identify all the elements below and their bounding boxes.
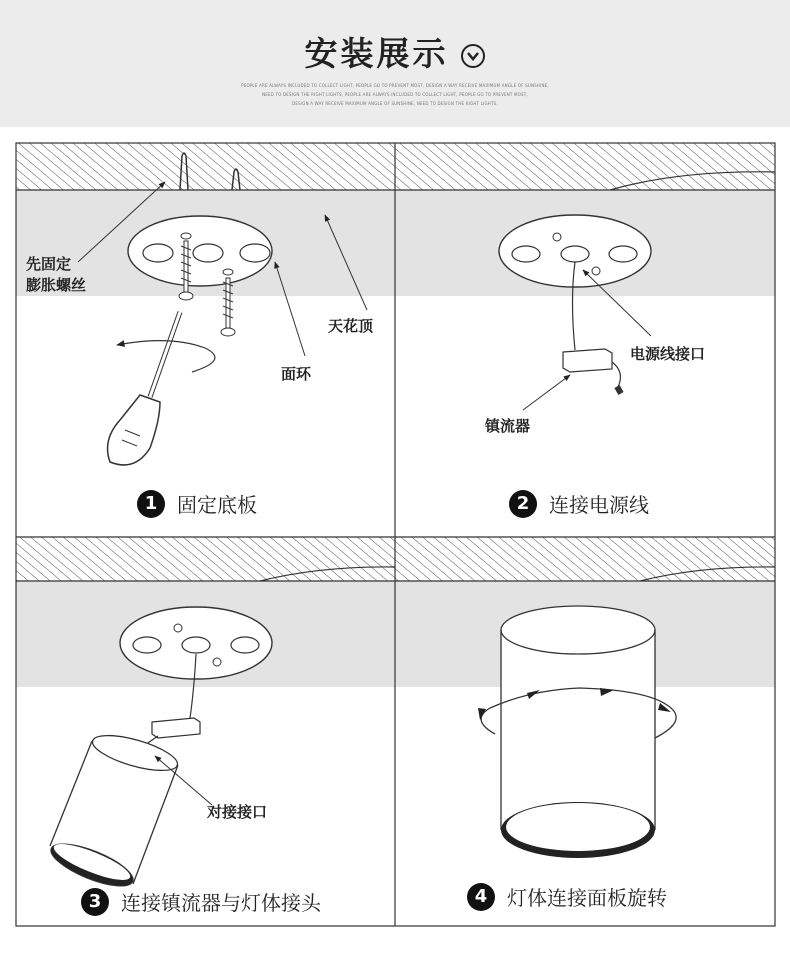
step-3-caption-row [81,887,321,916]
step-4-caption: 灯体连接面板旋转 [507,886,667,910]
panel-step-2 [395,143,775,410]
label-ballast: 镇流器 [485,417,531,435]
header-subtext-2: NEED TO DESIGN THE RIGHT LIGHTS, PEOPLE ARE ALWAYS INCLUDED TO COLLECT LIGHT, PEOPLE GO TO PREVENT MOST, [262,92,528,97]
label-expansion-screws: 先固定 膨胀螺丝 [26,255,87,294]
ballast [563,349,612,372]
label-face-ring: 面环 [281,365,312,383]
ceiling-hatch [16,143,395,190]
step-4-caption-row [467,882,667,911]
panel-step-1 [16,143,395,465]
step-number-badge: 1 [137,490,165,518]
panel-step-4 [395,537,775,858]
step-1-caption: 固定底板 [177,493,257,517]
installation-diagram-grid [0,127,790,962]
step-2-caption-row [509,489,649,518]
label-ceiling: 天花顶 [328,317,374,335]
header-subtext-3: DESIGN A WAY RECEIVE MAXIMUM ANGLE OF SUNSHINE, NEED TO DESIGN THE RIGHT LIGHTS. [292,101,498,106]
step-1-caption-row [137,489,257,518]
chevron-down-circle-icon [460,43,486,73]
step-3-caption: 连接镇流器与灯体接头 [121,891,321,915]
step-2-caption: 连接电源线 [549,493,649,517]
header-subtext-1: PEOPLE ARE ALWAYS INCLUDED TO COLLECT LIGHT, PEOPLE GO TO PREVENT MOST, DESIGN A WAY RECEIVE MAXIMUM ANGLE OF SUNSHINE, [241,83,549,88]
label-connector: 对接接口 [207,803,268,821]
screwdriver [108,312,180,465]
ballast [152,718,200,738]
page-title: 安装展示 [304,34,449,73]
step-number-badge: 4 [467,883,495,911]
panel-step-3 [16,537,395,894]
step-number-badge: 2 [509,490,537,518]
lamp-body-tilted [46,728,181,894]
label-power-interface: 电源线接口 [630,345,706,363]
step-number-badge: 3 [81,888,109,916]
header-banner [0,0,790,127]
lamp-body [501,606,655,858]
title-row [0,28,790,75]
